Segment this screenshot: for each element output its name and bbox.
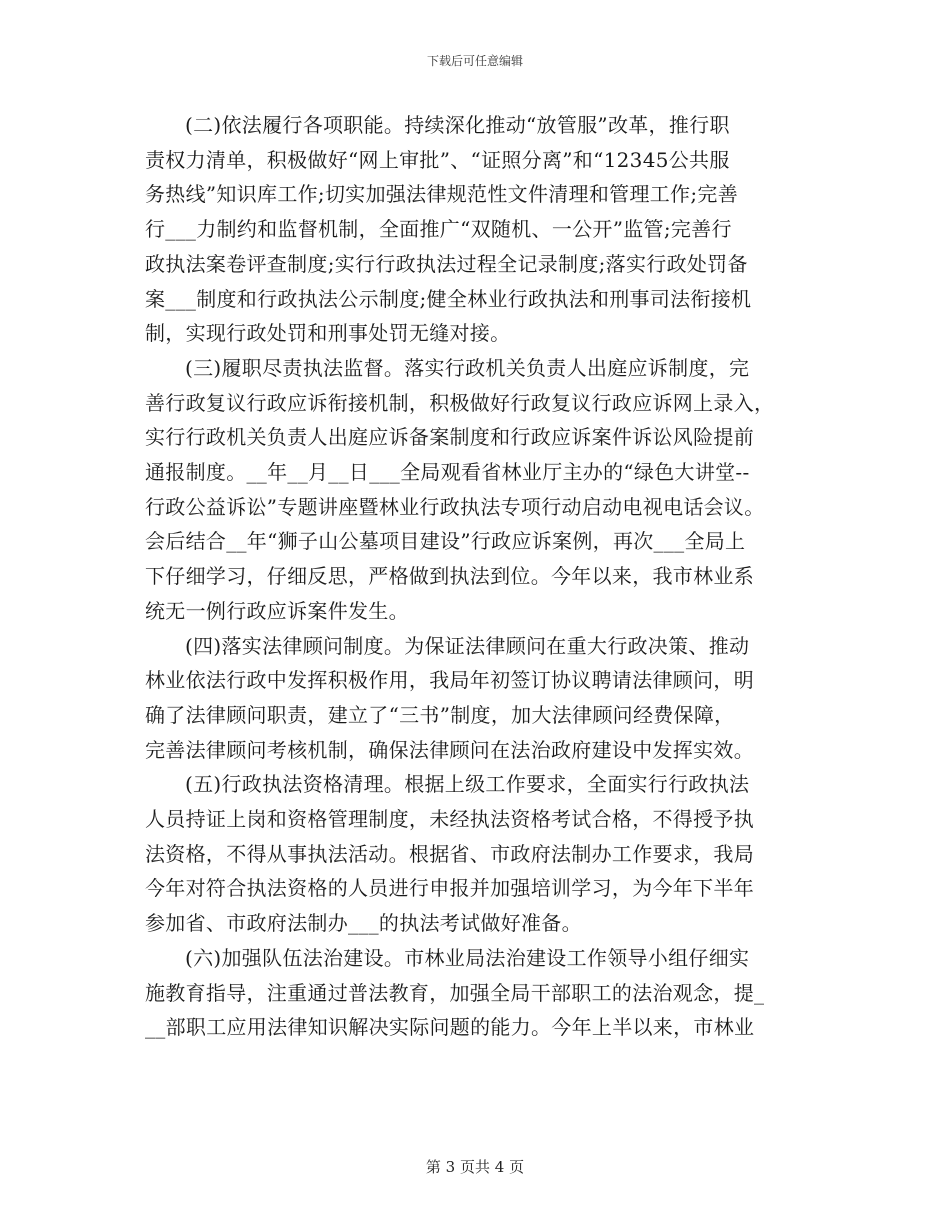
text-line: 今年对符合执法资格的人员进行申报并加强培训学习，为今年下半年	[145, 876, 754, 901]
document-body	[145, 108, 810, 1045]
text-line: 林业依法行政中发挥积极作用，我局年初签订协议聘请法律顾问，明	[145, 668, 754, 693]
text-line: 人员持证上岗和资格管理制度，未经执法资格考试合格，不得授予执	[145, 807, 754, 832]
text-line: (六)加强队伍法治建设。市林业局法治建设工作领导小组仔细实	[185, 945, 750, 970]
text-line: 法资格，不得从事执法活动。根据省、市政府法制办工作要求，我局	[145, 841, 754, 866]
paragraph-6	[145, 941, 810, 1045]
text-line: 统无一例行政应诉案件发生。	[145, 598, 409, 623]
text-line: (四)落实法律顾问制度。为保证法律顾问在重大行政决策、推动	[185, 633, 750, 658]
text-line: 善行政复议行政应诉衔接机制，积极做好行政复议行政应诉网上录入，	[145, 390, 775, 415]
text-line: 行政公益诉讼”专题讲座暨林业行政执法专项行动启动电视电话会议。	[145, 494, 765, 519]
text-line: 确了法律顾问职责，建立了“三书”制度，加大法律顾问经费保障，	[145, 702, 735, 727]
text-line: (三)履职尽责执法监督。落实行政机关负责人出庭应诉制度，完	[185, 355, 750, 380]
page-number-footer: 第 3 页共 4 页	[425, 1158, 525, 1176]
text-line: 案___制度和行政执法公示制度;健全林业行政执法和刑事司法衔接机	[145, 286, 752, 311]
paragraph-4	[145, 629, 810, 768]
text-line: 参加省、市政府法制办___的执法考试做好准备。	[145, 911, 582, 936]
text-line: 务热线”知识库工作;切实加强法律规范性文件清理和管理工作;完善	[145, 182, 739, 207]
paragraph-2	[145, 108, 810, 351]
paragraph-5	[145, 767, 810, 941]
text-line: 政执法案卷评查制度;实行行政执法过程全记录制度;落实行政处罚备	[145, 251, 748, 276]
text-line: __部职工应用法律知识解决实际问题的能力。今年上半以来，市林业	[145, 1015, 755, 1040]
text-line: (二)依法履行各项职能。持续深化推动“放管服”改革，推行职	[185, 113, 730, 137]
text-line: 施教育指导，注重通过普法教育，加强全局干部职工的法治观念，提_	[145, 980, 765, 1005]
paragraph-3	[145, 351, 810, 629]
text-line: 会后结合__年“狮子山公墓项目建设”行政应诉案例，再次___全局上	[145, 529, 746, 554]
text-line: 实行行政机关负责人出庭应诉备案制度和行政应诉案件诉讼风险提前	[145, 425, 754, 450]
text-line: 通报制度。__年__月__日___全局观看省林业厅主办的“绿色大讲堂--	[145, 460, 750, 485]
text-line: (五)行政执法资格清理。根据上级工作要求，全面实行行政执法	[185, 772, 750, 797]
text-line: 制，实现行政处罚和刑事处罚无缝对接。	[145, 321, 511, 346]
text-line: 行___力制约和监督机制，全面推广“双随机、一公开”监管;完善行	[145, 217, 732, 242]
page-header-note: 下载后可任意编辑	[426, 54, 523, 68]
text-line: 完善法律顾问考核机制，确保法律顾问在法治政府建设中发挥实效。	[145, 737, 754, 762]
text-line: 责权力清单，积极做好“网上审批”、“证照分离”和“12345公共服	[145, 147, 730, 172]
text-line: 下仔细学习，仔细反思，严格做到执法到位。今年以来，我市林业系	[145, 564, 754, 589]
